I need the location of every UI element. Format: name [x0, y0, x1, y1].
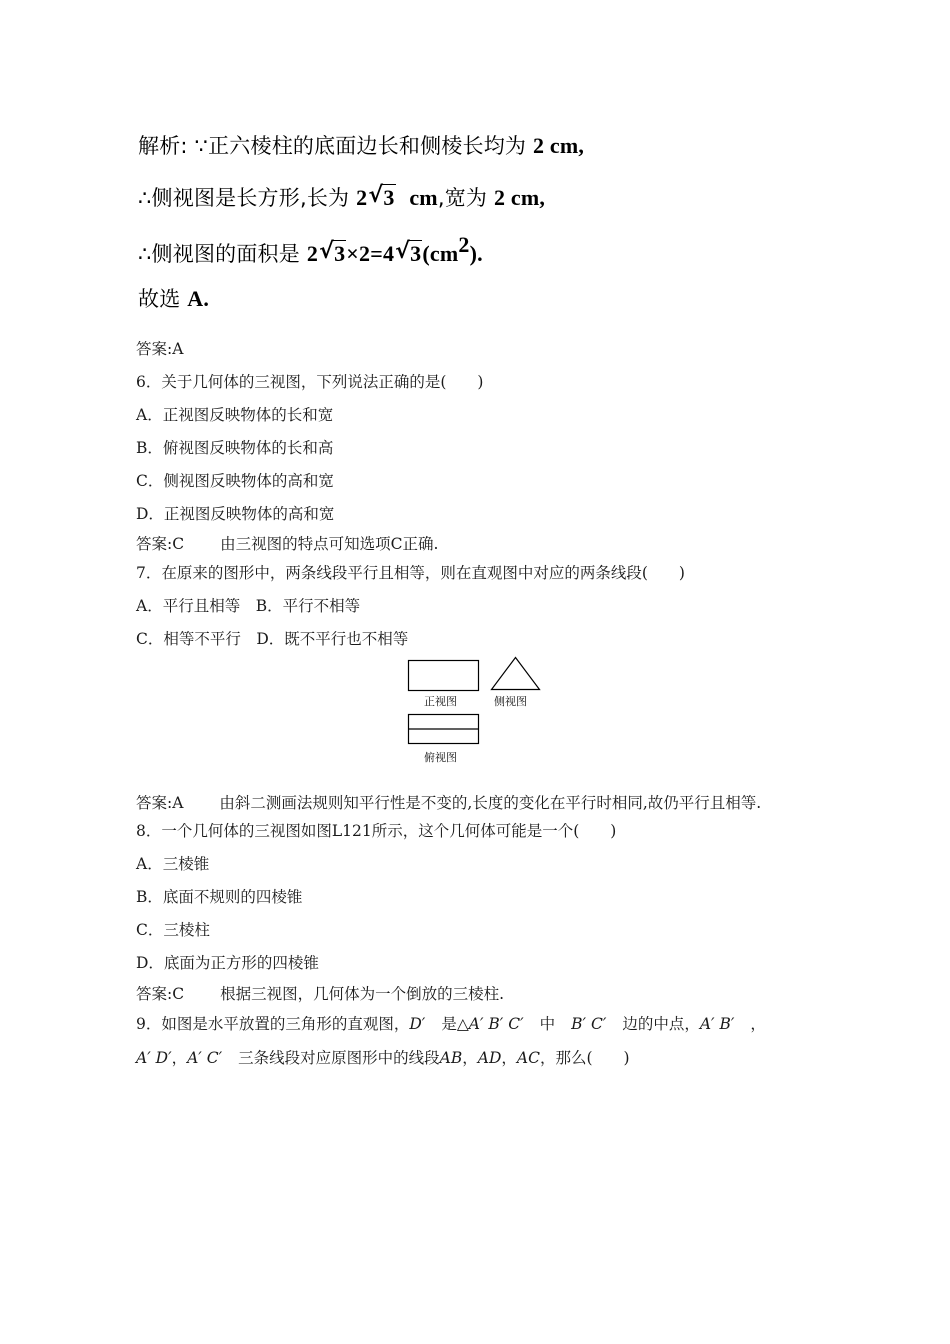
sqrt-symbol: √ 3	[395, 241, 422, 267]
q7-answer: 答案:A	[136, 794, 184, 812]
q7-answer-line	[136, 791, 761, 813]
q6-stem: 6．关于几何体的三视图，下列说法正确的是( )	[136, 373, 484, 391]
q9-stem-line-1: 9．如图是水平放置的三角形的直观图，D′ 是△A′ B′ C′ 中 B′ C′ 边的中点，A′ B′ ，	[136, 1015, 766, 1033]
q7-options-row-2: C．相等不平行 D．既不平行也不相等	[136, 630, 409, 648]
top-view-label: 俯视图	[424, 751, 457, 764]
q8-reason: 根据三视图，几何体为一个倒放的三棱柱.	[220, 985, 505, 1003]
q7-options-row-1: A．平行且相等 B．平行不相等	[136, 597, 361, 615]
q6-option-d: D．正视图反映物体的高和宽	[136, 505, 335, 523]
sqrt-symbol: √ 3	[319, 241, 346, 267]
q7-stem: 7．在原来的图形中，两条线段平行且相等，则在直观图中对应的两条线段( )	[136, 564, 685, 582]
q8-option-b: B．底面不规则的四棱锥	[136, 888, 303, 906]
side-view-triangle	[492, 658, 540, 690]
q6-reason: 由三视图的特点可知选项C正确.	[220, 535, 439, 553]
q6-answer: 答案:C	[136, 535, 185, 553]
explanation-line-4: 故选 A.	[138, 286, 210, 311]
q6-answer-line	[136, 532, 438, 554]
explanation-line-1: 解析: ∵正六棱柱的底面边长和侧棱长均为 2 cm,	[138, 133, 585, 158]
q6-option-a: A．正视图反映物体的长和宽	[136, 406, 334, 424]
q7-reason: 由斜二测画法规则知平行性是不变的,长度的变化在平行时相同,故仍平行且相等.	[219, 794, 762, 812]
q8-answer: 答案:C	[136, 985, 185, 1003]
side-view-label: 侧视图	[494, 695, 527, 708]
front-view-label: 正视图	[424, 695, 457, 708]
q9-stem-line-2: A′ D′，A′ C′ 三条线段对应原图形中的线段AB，AD，AC，那么( )	[136, 1049, 630, 1067]
q8-option-c: C．三棱柱	[136, 921, 210, 939]
q8-option-a: A．三棱锥	[136, 855, 210, 873]
explanation-line-3: ∴侧视图的面积是 2√ 3×2=4√ $3(cm^2)$.	[138, 232, 483, 268]
q8-option-d: D．底面为正方形的四棱锥	[136, 954, 319, 972]
q8-answer-line	[136, 982, 504, 1004]
q5-answer: 答案:A	[136, 340, 184, 358]
q6-option-c: C．侧视图反映物体的高和宽	[136, 472, 334, 490]
sqrt-symbol: √ 3	[368, 185, 395, 211]
q6-option-b: B．俯视图反映物体的长和高	[136, 439, 334, 457]
front-view-rectangle	[409, 661, 479, 691]
q8-stem: 8．一个几何体的三视图如图L121所示，这个几何体可能是一个( )	[136, 822, 617, 840]
top-view-rectangle	[409, 715, 479, 744]
explanation-line-2: ∴侧视图是长方形,长为 2√ 3 cm,宽为 2 cm,	[138, 182, 545, 212]
